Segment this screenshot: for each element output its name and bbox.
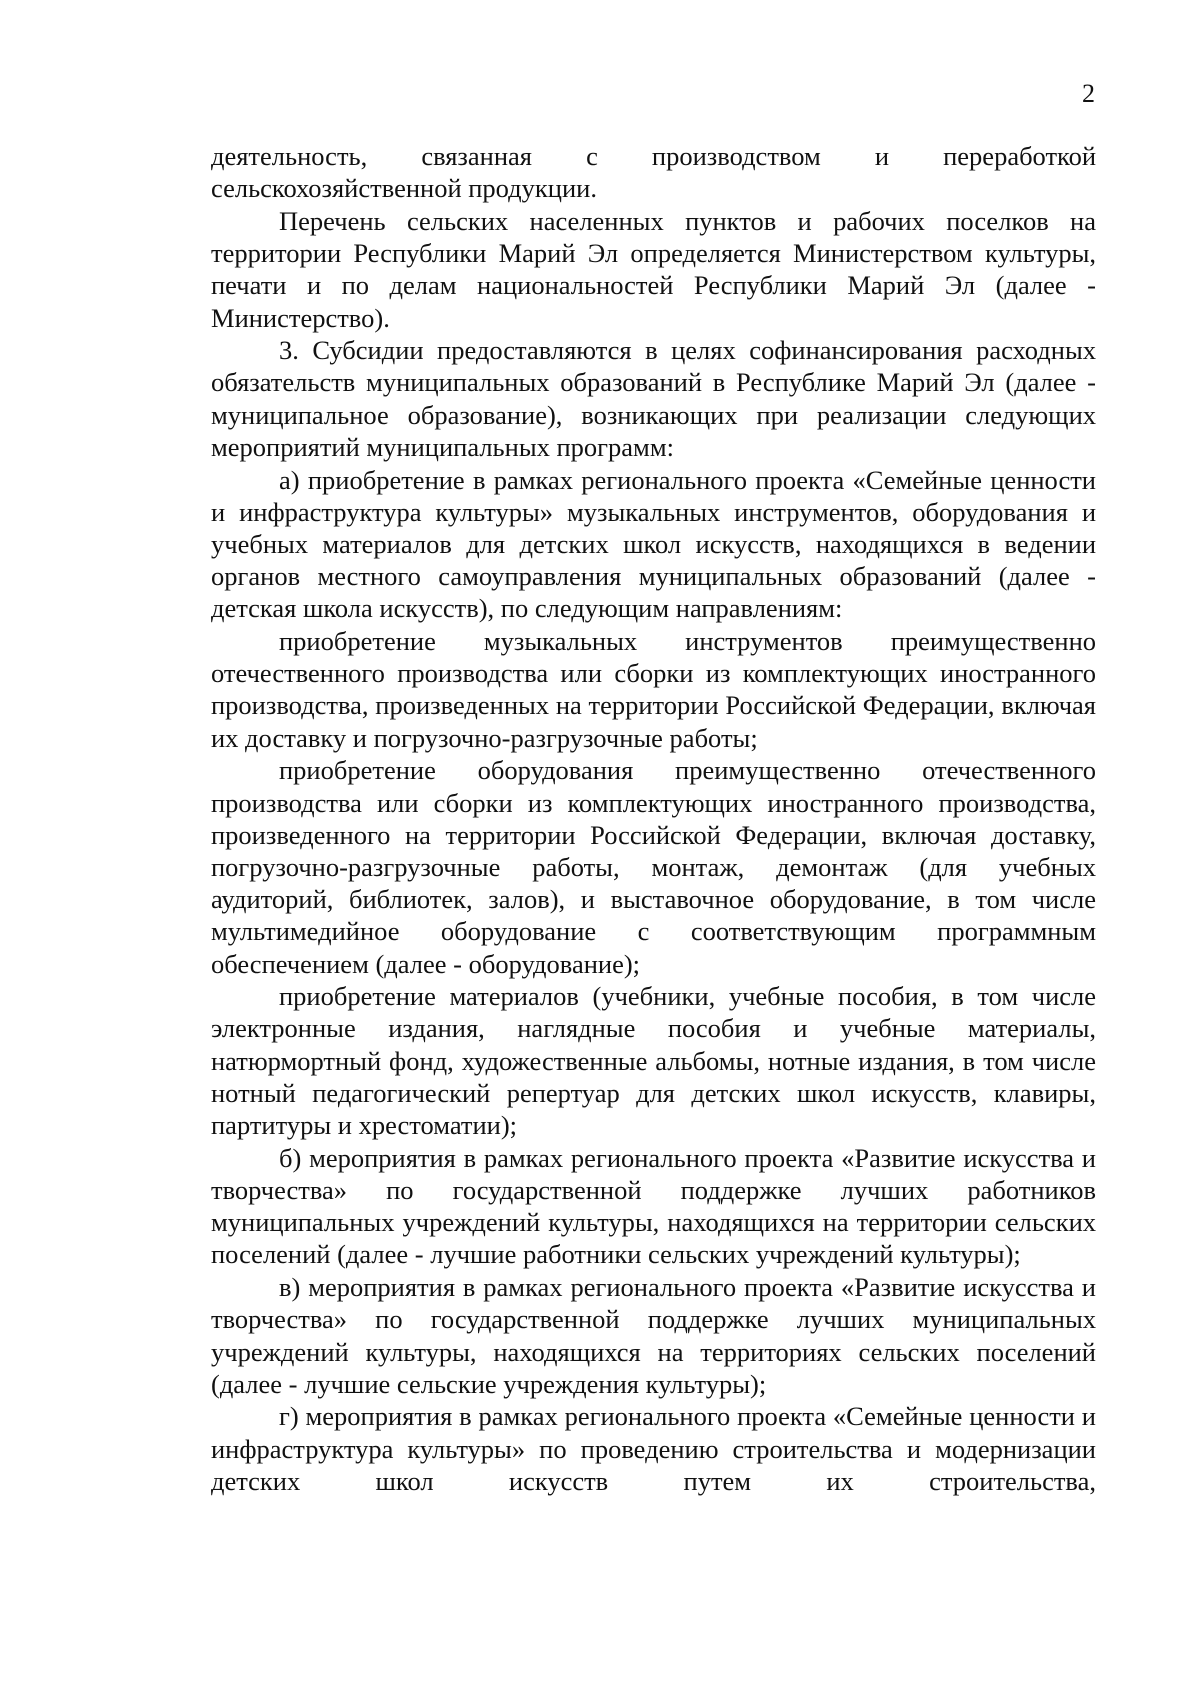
paragraph-subitem-g: г) мероприятия в рамках регионального проекта «Семейные ценности и инфраструктура культуры» по проведению строительства и модернизации детских школ искусств путем их строительства, (211, 1401, 1096, 1496)
page-number: 2 (1082, 79, 1095, 108)
paragraph-musical-instruments: приобретение музыкальных инструментов преимущественно отечественного производства или сборки из комплектующих иностранного производства, произведенных на территории Российской Федерации, включая их доставку и погрузочно-разгрузочные работы; (211, 626, 1096, 753)
paragraph-materials: приобретение материалов (учебники, учебные пособия, в том числе электронные издания, наглядные пособия и учебные материалы, натюрмортный фонд, художественные альбомы, нотные издания, в том числе нотный педагогический репертуар для детских школ искусств, клавиры, партитуры и хрестоматии); (211, 981, 1096, 1141)
paragraph-continuation: деятельность, связанная с производством и переработкой сельскохозяйственной продукции. (211, 141, 1096, 204)
paragraph-item-3-subsidies: 3. Субсидии предоставляются в целях софинансирования расходных обязательств муниципальных образований в Республике Марий Эл (далее - муниципальное образование), возникающих при реализации следующих мероприятий муниципальных программ: (211, 335, 1096, 462)
paragraph-settlements-list: Перечень сельских населенных пунктов и рабочих поселков на территории Республики Марий Эл определяется Министерством культуры, печати и по делам национальностей Республики Марий Эл (далее - Министерство). (211, 205, 1096, 333)
paragraph-subitem-v: в) мероприятия в рамках регионального проекта «Развитие искусства и творчества» по государственной поддержке лучших муниципальных учреждений культуры, находящихся на территориях сельских поселений (далее - лучшие сельские учреждения культуры); (211, 1272, 1096, 1399)
paragraph-subitem-b: б) мероприятия в рамках регионального проекта «Развитие искусства и творчества» по государственной поддержке лучших работников муниципальных учреждений культуры, находящихся на территории сельских поселений (далее - лучшие работники сельских учреждений культуры); (211, 1142, 1096, 1270)
paragraph-subitem-a: а) приобретение в рамках регионального проекта «Семейные ценности и инфраструктура культуры» музыкальных инструментов, оборудования и учебных материалов для детских школ искусств, находящихся в ведении органов местного самоуправления муниципальных образований (далее - детская школа искусств), по следующим направлениям: (211, 464, 1096, 624)
document-body (211, 140, 1096, 1498)
paragraph-equipment: приобретение оборудования преимущественно отечественного производства или сборки из комплектующих иностранного производства, произведенного на территории Российской Федерации, включая доставку, погрузочно-разгрузочные работы, монтаж, демонтаж (для учебных аудиторий, библиотек, залов), и выставочное оборудование, в том числе мультимедийное оборудование с соответствующим программным обеспечением (далее - оборудование); (211, 755, 1096, 979)
